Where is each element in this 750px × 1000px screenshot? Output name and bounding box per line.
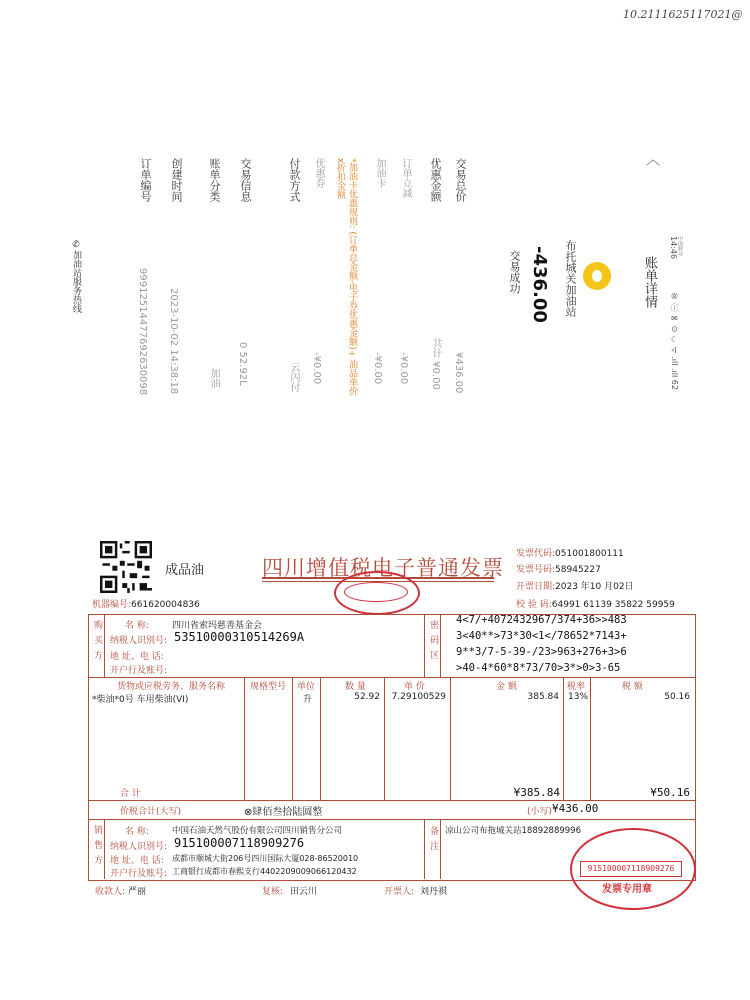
col-header: 税 额 (622, 682, 643, 692)
discount-rule-note: *加油卡优惠规则: (订单总金额-电子券优惠金额)÷油品单价 (347, 158, 357, 396)
rule (88, 819, 695, 820)
col-header: 规格型号 (250, 682, 287, 692)
item-name: *柴油*0号 车用柴油(VI) (92, 695, 189, 705)
password-section-label: 密码区 (428, 620, 438, 665)
receipt-title: 账单详情 (642, 256, 657, 308)
rule (563, 677, 564, 800)
grand-total-small: ¥436.00 (552, 802, 599, 815)
row-value: 0 52.92L (237, 342, 248, 386)
total-amount: ¥385.84 (513, 786, 560, 799)
drawer: 刘丹祺 (420, 887, 448, 897)
row-label: 付款方式 (288, 158, 301, 202)
seal-tax-id: 915100007118909276 (580, 861, 682, 877)
rule (88, 800, 695, 801)
item-qty: 52.92 (354, 692, 380, 702)
row-label: 交易总价 (454, 158, 467, 202)
invoice-date: 开票日期:2023 年10 月02日 (516, 582, 634, 592)
cipher-line: 9**3/7-5-39-/23>963+276+3>6 (456, 646, 627, 658)
row-label: 优惠金额 (429, 158, 442, 202)
row-value: 共计 ¥0.00 (430, 338, 441, 390)
row-label: 订单编号 (139, 158, 152, 202)
rule (590, 677, 591, 800)
buyer-tax-label: 纳税人识别号: (110, 636, 168, 646)
status-time: 14:46 (669, 236, 678, 260)
buyer-name: 四川省索玛慈善基金会 (172, 621, 263, 631)
seller-bank: 工商银行成都市春熙支行4402209009066120432 (172, 867, 357, 876)
merchant-name: 布托城关加油站 (564, 240, 577, 317)
payee: 严丽 (128, 887, 147, 897)
invoice-seal (570, 828, 696, 910)
grand-total-small-label: (小写) (527, 807, 553, 817)
row-value: ¥436.00 (453, 352, 464, 394)
qr-code (100, 541, 152, 593)
rule (424, 819, 425, 879)
buyer-tax-id: 53510000310514269A (174, 630, 305, 644)
col-header: 单 价 (404, 682, 425, 692)
invoice-code: 发票代码:051001800111 (516, 549, 624, 559)
row-value: -¥0.00 (311, 352, 322, 385)
remark: 凉山公司布拖城关站18892889996 (445, 826, 581, 836)
row-label: 账单分类 (208, 158, 221, 202)
fuel-drop-icon (583, 262, 611, 290)
col-header: 税率 (567, 682, 586, 692)
row-value: 99912514477692630098 (137, 268, 148, 396)
tax-bureau-seal (334, 571, 420, 615)
receipt-status: 交易成功 (508, 250, 521, 294)
reviewer-label: 复核: (262, 887, 284, 897)
col-header: 货物或应税劳务、服务名称 (117, 682, 226, 692)
rule (450, 677, 451, 800)
rule (104, 614, 105, 677)
col-header: 单位 (297, 682, 316, 692)
row-label: 加油卡 (374, 158, 385, 188)
seller-name-label: 名 称: (125, 827, 149, 837)
item-price: 7.29100529 (391, 692, 446, 702)
rule (244, 677, 245, 800)
item-unit: 升 (303, 695, 313, 705)
row-value: -¥0.00 (372, 352, 383, 385)
machine-number: 机器编号:661620004836 (92, 600, 200, 610)
row-value: -¥0.00 (398, 352, 409, 385)
item-rate: 13% (568, 692, 589, 702)
status-carrier: 中国移动 (677, 236, 683, 256)
seller-name: 中国石油天然气股份有限公司四川销售分公司 (172, 826, 343, 836)
row-value: 云闪付 (288, 362, 299, 392)
reviewer: 田云川 (290, 887, 318, 897)
row-label: 优惠券 (313, 158, 324, 188)
row-value: 加油 (208, 368, 219, 388)
payee-label: 收款人: (95, 887, 126, 897)
buyer-bank-label: 开户行及账号: (110, 666, 168, 676)
rule (440, 819, 441, 879)
product-type: 成品油 (165, 563, 205, 578)
check-code: 校 验 码:64991 61139 35822 59959 (516, 600, 675, 610)
rule (292, 677, 293, 800)
drawer-label: 开票人: (384, 887, 415, 897)
col-header: 金 额 (496, 682, 517, 692)
receipt-amount: -436.00 (529, 246, 550, 323)
seal-text: 发票专用章 (602, 884, 652, 895)
rule (384, 677, 385, 800)
row-label: 订单立减 (400, 158, 411, 198)
back-icon[interactable]: 〈 (644, 152, 660, 166)
cipher-line: 4<7/+4072432967/374+36>>483 (456, 614, 627, 626)
row-label: 创建时间 (170, 158, 183, 202)
rule (88, 677, 695, 678)
grand-total-words-label: 价税合计(大写) (120, 807, 182, 817)
invoice-title: 四川增值税电子普通发票 (262, 556, 504, 580)
row-label: 交易信息 (239, 158, 252, 202)
total-label: 合 计 (120, 789, 141, 799)
buyer-address-label: 地 址、电 话: (110, 652, 164, 662)
remark-section-label: 备注 (428, 826, 438, 856)
total-tax: ¥50.16 (650, 786, 690, 799)
seller-section-label: 销售方 (92, 825, 102, 870)
invoice-number: 发票号码:58945227 (516, 565, 601, 575)
cipher-line: >40-4*60*8*73/70>3*>0>3-65 (456, 662, 621, 674)
grand-total-words: ⊗肆佰叁拾陆圆整 (244, 807, 323, 818)
status-icons: ® ⓘ ✉ ⊙ ☾ ᯤ .ıll .ıll 62 (670, 292, 679, 390)
item-tax: 50.16 (664, 692, 690, 702)
rule (320, 677, 321, 800)
seller-address-label: 地 址、电 话: (110, 856, 164, 866)
rule (104, 819, 105, 879)
rule (424, 614, 425, 677)
col-header: 数 量 (345, 682, 366, 692)
seller-bank-label: 开户行及账号: (110, 869, 168, 879)
discount-rule-note-2: x折扣金额 (335, 158, 345, 200)
item-amount: 385.84 (527, 692, 559, 702)
phone-icon: ✆ (71, 240, 81, 250)
cipher-line: 3<40**>73*30<1</78652*7143+ (456, 630, 627, 642)
buyer-name-label: 名 称: (125, 621, 149, 631)
seller-tax-id: 915100007118909276 (174, 836, 305, 850)
service-hotline-button[interactable] (70, 240, 83, 313)
handwritten-note: 10.2111625117021@ (623, 8, 743, 21)
service-hotline-label: 加油站服务热线 (71, 250, 81, 313)
buyer-section-label: 购买方 (92, 620, 102, 665)
seller-address: 成都市顺城大街206号四川国际大厦028-86520010 (172, 854, 359, 863)
seller-tax-label: 纳税人识别号: (110, 842, 168, 852)
row-value: 2023-10-02 14:38:18 (168, 288, 179, 395)
rule (440, 614, 441, 677)
